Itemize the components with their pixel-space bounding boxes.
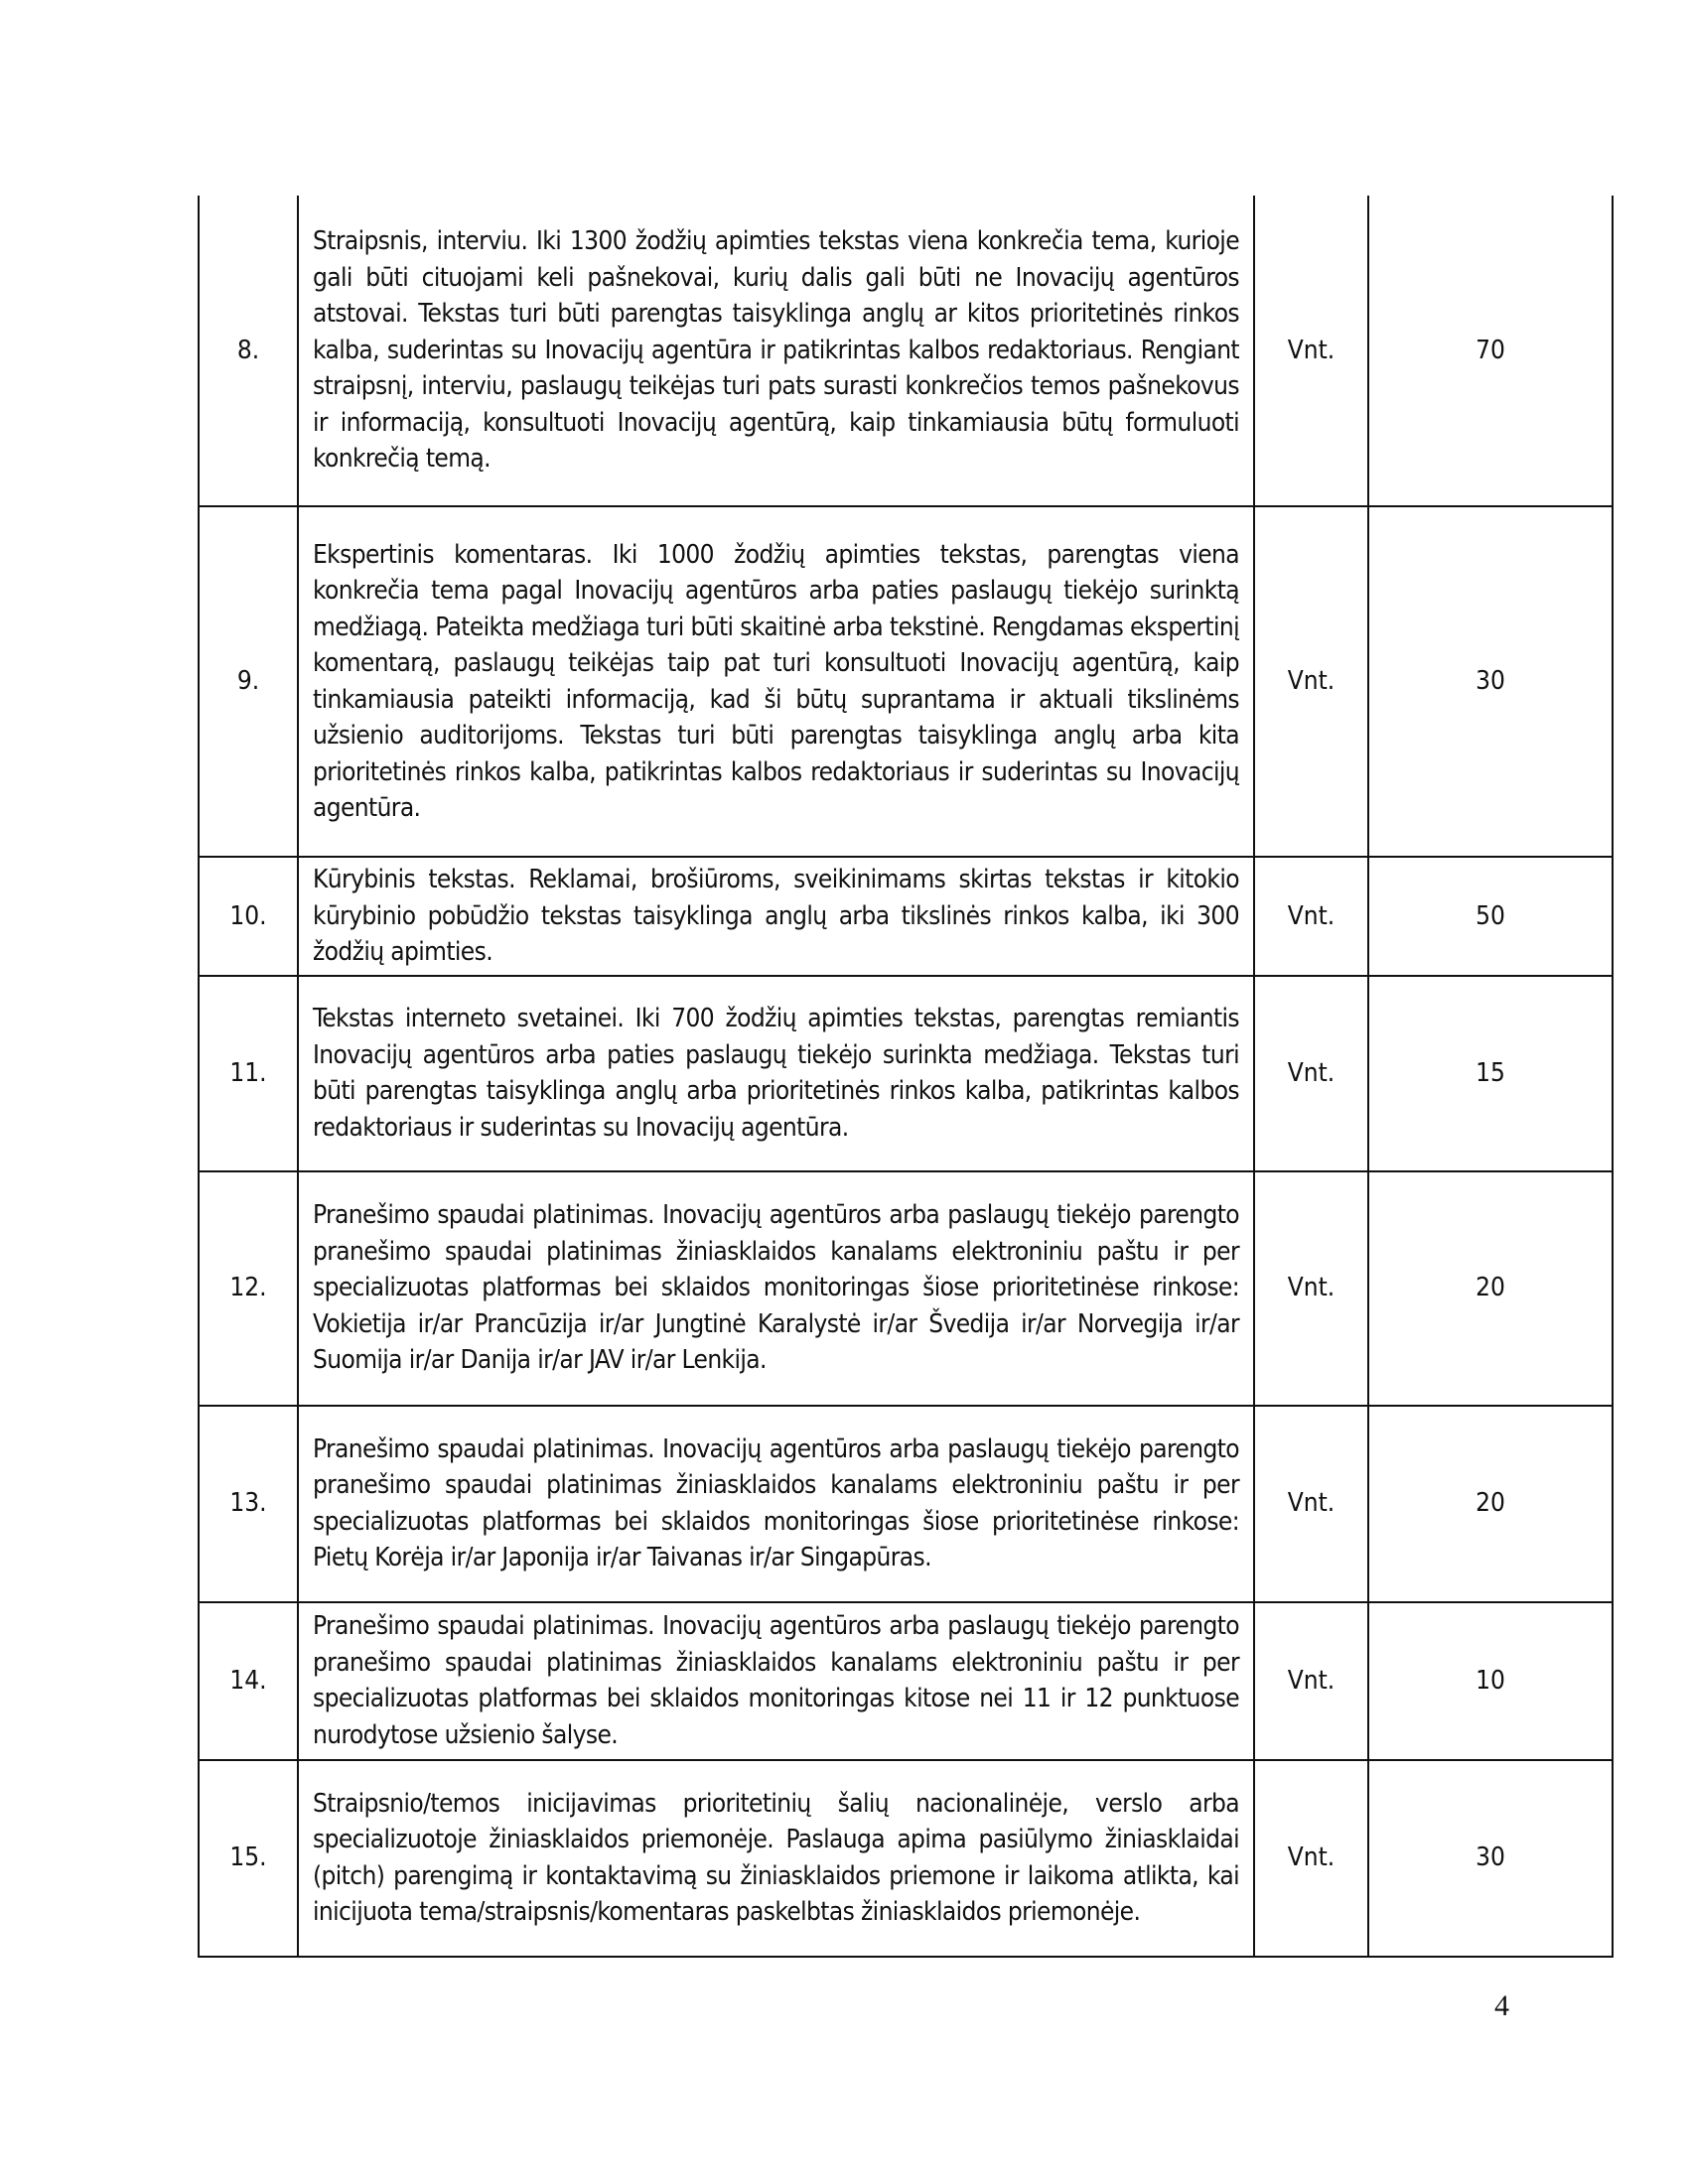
row-number: 12. bbox=[199, 1171, 298, 1406]
row-quantity: 20 bbox=[1368, 1171, 1613, 1406]
row-description: Pranešimo spaudai platinimas. Inovacijų agentūros arba paslaugų tiekėjo parengto pranešimo spaudai platinimas žiniasklaidos kanalams elektroniniu paštu ir per specializuotas platformas bei sklaidos monitoringas šiose prioritetinėse rinkose: Pietų Korėja ir/ar Japonija ir/ar Taivanas ir/ar Singapūras. bbox=[298, 1406, 1254, 1602]
row-number: 9. bbox=[199, 506, 298, 857]
row-unit: Vnt. bbox=[1254, 506, 1368, 857]
table-row bbox=[199, 1406, 1613, 1602]
table-row bbox=[199, 1171, 1613, 1406]
row-number: 13. bbox=[199, 1406, 298, 1602]
row-quantity: 20 bbox=[1368, 1406, 1613, 1602]
row-unit: Vnt. bbox=[1254, 857, 1368, 976]
row-description: Straipsnio/temos inicijavimas prioritetinių šalių nacionalinėje, verslo arba specializuotoje žiniasklaidos priemonėje. Paslauga apima pasiūlymo žiniasklaidai (pitch) parengimą ir kontaktavimą su žiniasklaidos priemone ir laikoma atlikta, kai inicijuota tema/straipsnis/komentaras paskelbtas žiniasklaidos priemonėje. bbox=[298, 1760, 1254, 1957]
table-row bbox=[199, 196, 1613, 506]
row-description: Pranešimo spaudai platinimas. Inovacijų agentūros arba paslaugų tiekėjo parengto pranešimo spaudai platinimas žiniasklaidos kanalams elektroniniu paštu ir per specializuotas platformas bei sklaidos monitoringas kitose nei 11 ir 12 punktuose nurodytose užsienio šalyse. bbox=[298, 1602, 1254, 1760]
row-quantity: 30 bbox=[1368, 506, 1613, 857]
row-quantity: 70 bbox=[1368, 196, 1613, 506]
services-table bbox=[198, 196, 1614, 1958]
row-number: 15. bbox=[199, 1760, 298, 1957]
row-quantity: 15 bbox=[1368, 976, 1613, 1171]
row-number: 14. bbox=[199, 1602, 298, 1760]
table-row bbox=[199, 506, 1613, 857]
table-row bbox=[199, 1602, 1613, 1760]
table-row bbox=[199, 857, 1613, 976]
row-description: Tekstas interneto svetainei. Iki 700 žodžių apimties tekstas, parengtas remiantis Inovacijų agentūros arba paties paslaugų tiekėjo surinkta medžiaga. Tekstas turi būti parengtas taisyklinga anglų arba prioritetinės rinkos kalba, patikrintas kalbos redaktoriaus ir suderintas su Inovacijų agentūra. bbox=[298, 976, 1254, 1171]
row-unit: Vnt. bbox=[1254, 1406, 1368, 1602]
row-quantity: 10 bbox=[1368, 1602, 1613, 1760]
row-description: Ekspertinis komentaras. Iki 1000 žodžių apimties tekstas, parengtas viena konkrečia tema pagal Inovacijų agentūros arba paties paslaugų tiekėjo surinktą medžiagą. Pateikta medžiaga turi būti skaitinė arba tekstinė. Rengdamas ekspertinį komentarą, paslaugų teikėjas taip pat turi konsultuoti Inovacijų agentūrą, kaip tinkamiausia pateikti informaciją, kad ši būtų suprantama ir aktuali tikslinėms užsienio auditorijoms. Tekstas turi būti parengtas taisyklinga anglų arba kita prioritetinės rinkos kalba, patikrintas kalbos redaktoriaus ir suderintas su Inovacijų agentūra. bbox=[298, 506, 1254, 857]
page-number: 4 bbox=[1494, 1989, 1509, 2022]
row-number: 11. bbox=[199, 976, 298, 1171]
row-description: Kūrybinis tekstas. Reklamai, brošiūroms, sveikinimams skirtas tekstas ir kitokio kūrybinio pobūdžio tekstas taisyklinga anglų arba tikslinės rinkos kalba, iki 300 žodžių apimties. bbox=[298, 857, 1254, 976]
row-description: Pranešimo spaudai platinimas. Inovacijų agentūros arba paslaugų tiekėjo parengto pranešimo spaudai platinimas žiniasklaidos kanalams elektroniniu paštu ir per specializuotas platformas bei sklaidos monitoringas šiose prioritetinėse rinkose: Vokietija ir/ar Prancūzija ir/ar Jungtinė Karalystė ir/ar Švedija ir/ar Norvegija ir/ar Suomija ir/ar Danija ir/ar JAV ir/ar Lenkija. bbox=[298, 1171, 1254, 1406]
row-unit: Vnt. bbox=[1254, 1760, 1368, 1957]
table-row bbox=[199, 976, 1613, 1171]
table-row bbox=[199, 1760, 1613, 1957]
row-unit: Vnt. bbox=[1254, 976, 1368, 1171]
row-unit: Vnt. bbox=[1254, 196, 1368, 506]
row-unit: Vnt. bbox=[1254, 1171, 1368, 1406]
row-number: 10. bbox=[199, 857, 298, 976]
row-description: Straipsnis, interviu. Iki 1300 žodžių apimties tekstas viena konkrečia tema, kurioje gali būti cituojami keli pašnekovai, kurių dalis gali būti ne Inovacijų agentūros atstovai. Tekstas turi būti parengtas taisyklinga anglų ar kitos prioritetinės rinkos kalba, suderintas su Inovacijų agentūra ir patikrintas kalbos redaktoriaus. Rengiant straipsnį, interviu, paslaugų teikėjas turi pats surasti konkrečios temos pašnekovus ir informaciją, konsultuoti Inovacijų agentūrą, kaip tinkamiausia būtų formuluoti konkrečią temą. bbox=[298, 196, 1254, 506]
row-number: 8. bbox=[199, 196, 298, 506]
row-quantity: 50 bbox=[1368, 857, 1613, 976]
row-quantity: 30 bbox=[1368, 1760, 1613, 1957]
row-unit: Vnt. bbox=[1254, 1602, 1368, 1760]
